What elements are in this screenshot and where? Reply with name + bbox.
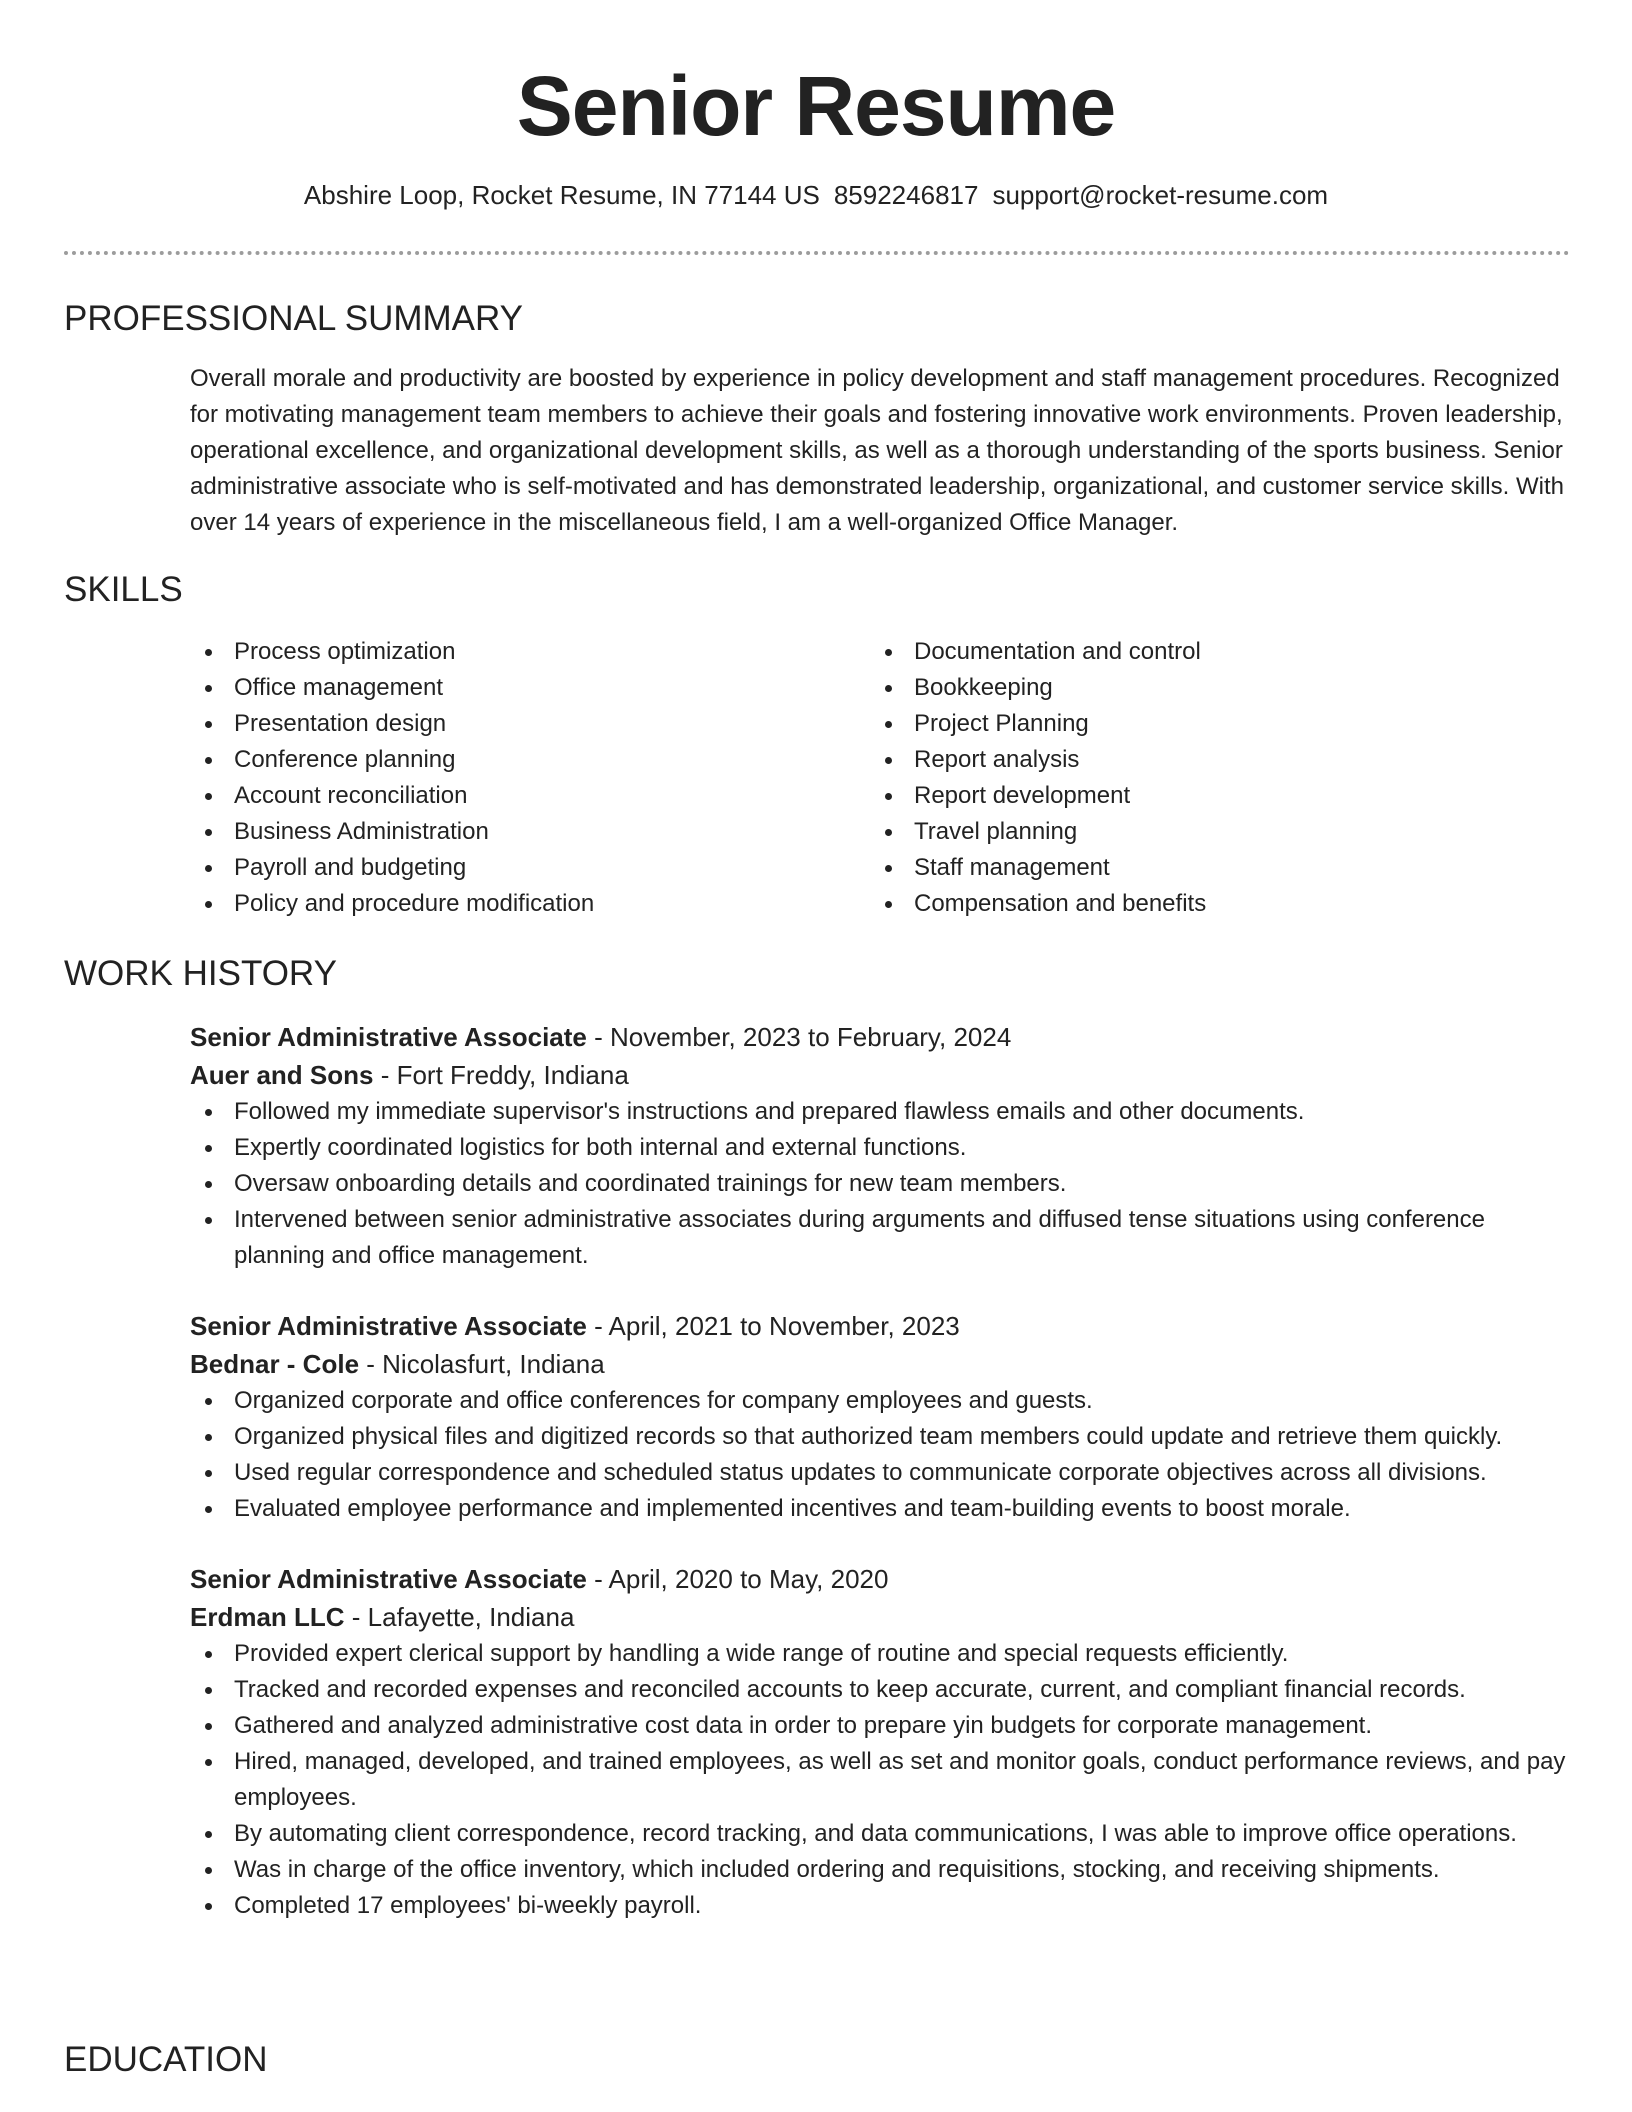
list-item: Tracked and recorded expenses and reconciled accounts to keep accurate, current, and compliant financial records.: [190, 1672, 1570, 1708]
contact-line: [64, 178, 1568, 212]
section-title: EDUCATION: [64, 2040, 268, 2079]
summary-text: Overall morale and productivity are boosted by experience in policy development and staff management procedures. Recognized for motivating management team members to achieve their goals and fostering innovative work environments. Proven leadership, operational excellence, and organizational development skills, as well as a thorough understanding of the sports business. Senior administrative associate who is self-motivated and has demonstrated leadership, organizational, and customer service skills. With over 14 years of experience in the miscellaneous field, I am a well-organized Office Manager.: [190, 365, 1564, 536]
list-item: Was in charge of the office inventory, which included ordering and requisitions, stocking, and receiving shipments.: [190, 1852, 1570, 1888]
list-item: Evaluated employee performance and implemented incentives and team-building events to boost morale.: [190, 1491, 1570, 1527]
list-item: Completed 17 employees' bi-weekly payroll.: [190, 1888, 1570, 1924]
job-title-line: [190, 1307, 1570, 1345]
list-item: Expertly coordinated logistics for both internal and external functions.: [190, 1130, 1570, 1166]
section-title: WORK HISTORY: [64, 954, 337, 993]
job-title-line: [190, 1018, 1570, 1056]
list-item: Account reconciliation: [190, 778, 870, 814]
job-dates: - April, 2021 to November, 2023: [586, 1311, 960, 1341]
skills-list-right: [870, 634, 1550, 922]
job-company-line: [190, 1598, 1570, 1636]
list-item: Process optimization: [190, 634, 870, 670]
job-location: - Fort Freddy, Indiana: [373, 1060, 629, 1090]
job-role: Senior Administrative Associate: [190, 1564, 587, 1594]
contact-email: support@rocket-resume.com: [992, 180, 1329, 210]
job-location: - Lafayette, Indiana: [344, 1602, 575, 1632]
list-item: Followed my immediate supervisor's instructions and prepared flawless emails and other documents.: [190, 1094, 1570, 1130]
list-item: Organized physical files and digitized records so that authorized team members could update and retrieve them quickly.: [190, 1419, 1570, 1455]
job-bullets: [190, 1383, 1570, 1527]
header-divider: [64, 251, 1570, 255]
skills-column-right: [870, 634, 1550, 922]
list-item: Policy and procedure modification: [190, 886, 870, 922]
list-item: By automating client correspondence, record tracking, and data communications, I was able to improve office operations.: [190, 1816, 1570, 1852]
list-item: Used regular correspondence and scheduled status updates to communicate corporate objectives across all divisions.: [190, 1455, 1570, 1491]
section-title: SKILLS: [64, 570, 183, 609]
list-item: Oversaw onboarding details and coordinated trainings for new team members.: [190, 1166, 1570, 1202]
section-title: PROFESSIONAL SUMMARY: [64, 299, 523, 338]
job-title-line: [190, 1560, 1570, 1598]
candidate-name: Senior Resume: [516, 59, 1116, 153]
job-bullets: [190, 1636, 1570, 1924]
job-company: Bednar - Cole: [190, 1349, 360, 1379]
list-item: Organized corporate and office conferences for company employees and guests.: [190, 1383, 1570, 1419]
list-item: Bookkeeping: [870, 670, 1550, 706]
list-item: Documentation and control: [870, 634, 1550, 670]
job-entry: [190, 1560, 1570, 1924]
section-skills: [64, 568, 1570, 922]
job-company: Erdman LLC: [190, 1602, 345, 1632]
list-item: Office management: [190, 670, 870, 706]
job-company-line: [190, 1345, 1570, 1383]
job-dates: - April, 2020 to May, 2020: [586, 1564, 889, 1594]
list-item: Conference planning: [190, 742, 870, 778]
list-item: Report analysis: [870, 742, 1550, 778]
job-role: Senior Administrative Associate: [190, 1311, 587, 1341]
job-company: Auer and Sons: [190, 1060, 374, 1090]
skills-column-left: [190, 634, 870, 922]
list-item: Report development: [870, 778, 1550, 814]
job-entry: [190, 1018, 1570, 1274]
list-item: Payroll and budgeting: [190, 850, 870, 886]
jobs-list: [64, 1018, 1570, 1924]
list-item: Staff management: [870, 850, 1550, 886]
list-item: Provided expert clerical support by handling a wide range of routine and special requests efficiently.: [190, 1636, 1570, 1672]
job-dates: - November, 2023 to February, 2024: [586, 1022, 1012, 1052]
list-item: Travel planning: [870, 814, 1550, 850]
job-entry: [190, 1307, 1570, 1527]
section-professional-summary: [64, 297, 1570, 541]
list-item: Project Planning: [870, 706, 1550, 742]
job-location: - Nicolasfurt, Indiana: [359, 1349, 605, 1379]
section-education: [64, 2038, 1570, 2082]
skills-grid: [190, 634, 1570, 922]
resume-header: [64, 56, 1568, 212]
list-item: Presentation design: [190, 706, 870, 742]
job-bullets: [190, 1094, 1570, 1274]
list-item: Intervened between senior administrative associates during arguments and diffused tense situations using conference planning and office management.: [190, 1202, 1570, 1274]
section-work-history: [64, 952, 1570, 1924]
contact-phone: 8592246817: [833, 180, 979, 210]
list-item: Hired, managed, developed, and trained employees, as well as set and monitor goals, conduct performance reviews, and pay employees.: [190, 1744, 1570, 1816]
list-item: Gathered and analyzed administrative cost data in order to prepare yin budgets for corporate management.: [190, 1708, 1570, 1744]
skills-list-left: [190, 634, 870, 922]
list-item: Compensation and benefits: [870, 886, 1550, 922]
job-role: Senior Administrative Associate: [190, 1022, 587, 1052]
job-company-line: [190, 1056, 1570, 1094]
list-item: Business Administration: [190, 814, 870, 850]
contact-address: Abshire Loop, Rocket Resume, IN 77144 US: [303, 180, 820, 210]
